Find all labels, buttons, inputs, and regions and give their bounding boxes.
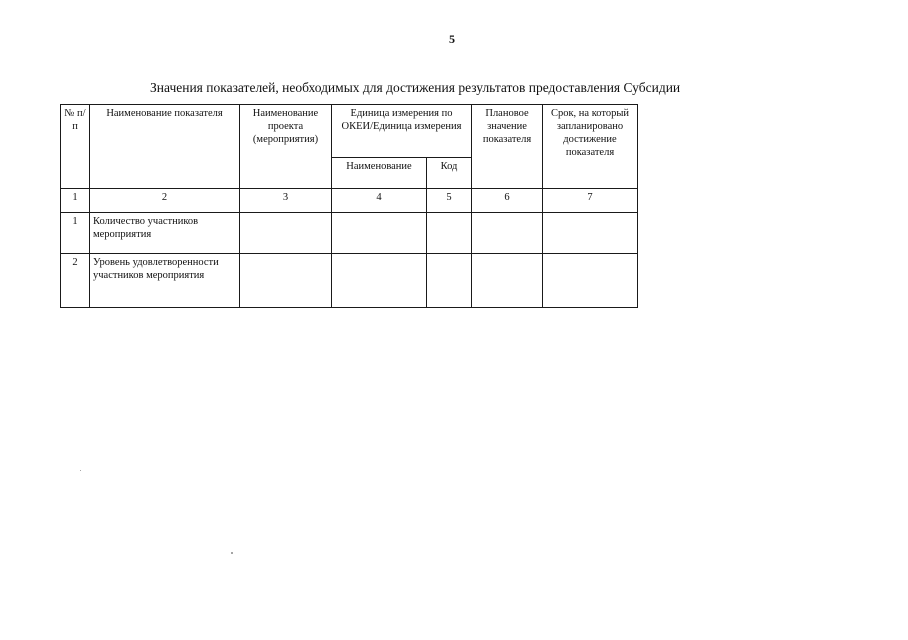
scan-speck xyxy=(80,470,81,471)
column-number: 6 xyxy=(472,189,543,213)
column-number: 2 xyxy=(90,189,240,213)
table-row xyxy=(61,213,638,254)
header-num: № п/п xyxy=(61,105,90,189)
column-number: 7 xyxy=(543,189,638,213)
column-number-row xyxy=(61,189,638,213)
page-number: 5 xyxy=(449,32,455,46)
column-number: 1 xyxy=(61,189,90,213)
row-unit-code xyxy=(427,254,472,308)
column-number: 3 xyxy=(240,189,332,213)
row-deadline xyxy=(543,254,638,308)
header-unit: Единица измерения по ОКЕИ/Единица измерения xyxy=(332,105,472,158)
header-planned-value: Плановое значение показателя xyxy=(472,105,543,189)
row-planned xyxy=(472,213,543,254)
header-row xyxy=(61,105,638,158)
row-deadline xyxy=(543,213,638,254)
row-num: 2 xyxy=(61,254,90,308)
scan-speck xyxy=(231,552,233,554)
header-unit-code: Код xyxy=(427,158,472,189)
header-project-name: Наименование проекта (мероприятия) xyxy=(240,105,332,189)
row-project xyxy=(240,213,332,254)
column-number: 4 xyxy=(332,189,427,213)
row-unit-name xyxy=(332,213,427,254)
column-number: 5 xyxy=(427,189,472,213)
row-project xyxy=(240,254,332,308)
row-num: 1 xyxy=(61,213,90,254)
row-indicator: Уровень удовлетворенности участников мероприятия xyxy=(90,254,240,308)
row-unit-name xyxy=(332,254,427,308)
header-unit-name: Наименование xyxy=(332,158,427,189)
row-indicator: Количество участников мероприятия xyxy=(90,213,240,254)
document-title: Значения показателей, необходимых для достижения результатов предоставления Субсидии xyxy=(150,80,681,95)
row-planned xyxy=(472,254,543,308)
header-indicator-name: Наименование показателя xyxy=(90,105,240,189)
header-deadline: Срок, на который запланировано достижение показателя xyxy=(543,105,638,189)
table-row xyxy=(61,254,638,308)
indicators-table xyxy=(60,104,638,308)
row-unit-code xyxy=(427,213,472,254)
